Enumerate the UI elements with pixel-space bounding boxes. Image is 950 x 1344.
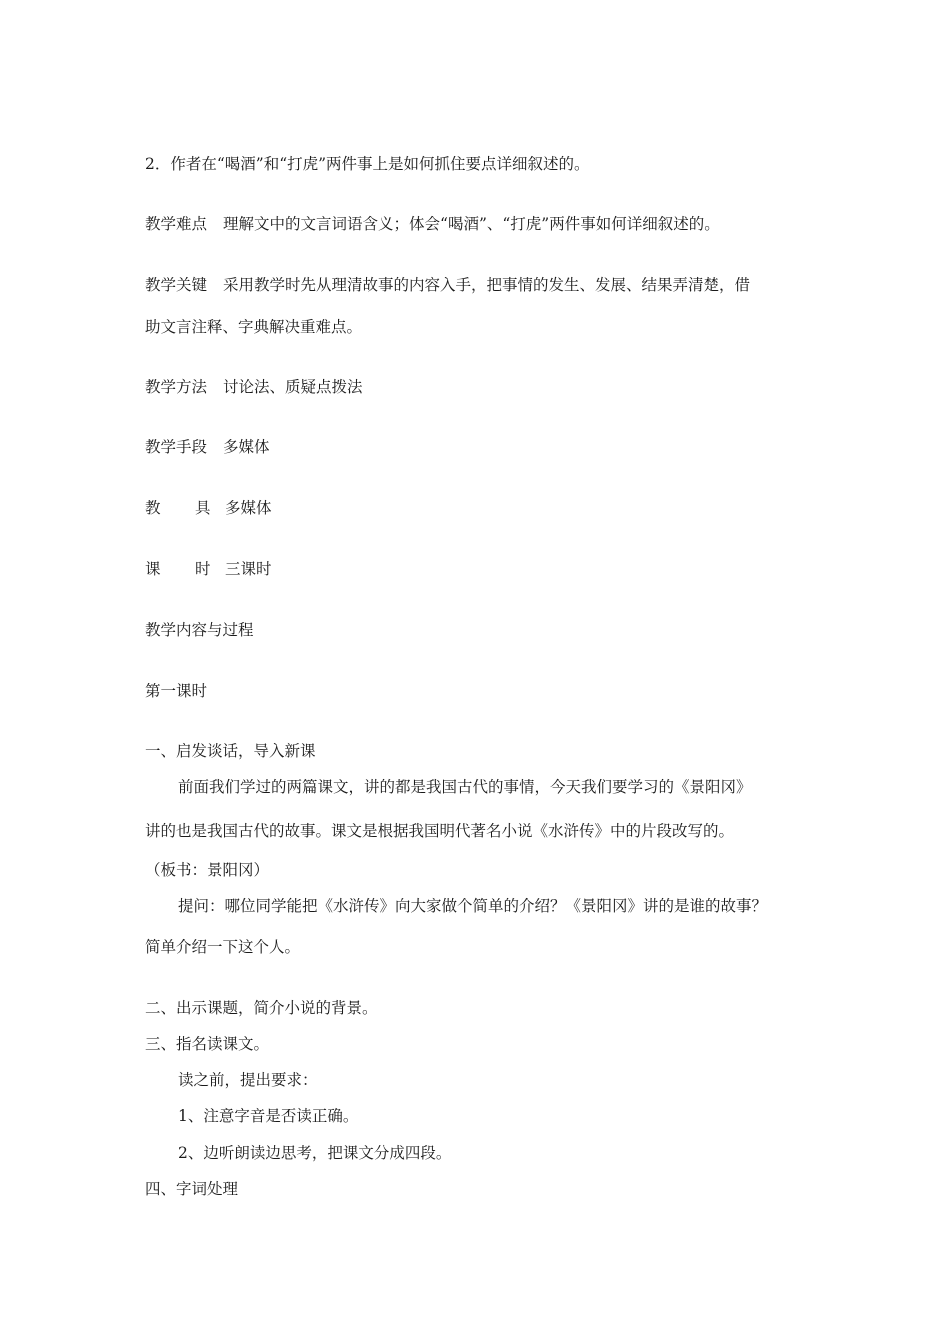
section-1-title: 一、启发谈话，导入新课 — [145, 742, 316, 760]
class-hours — [145, 559, 825, 579]
tools-label — [145, 498, 225, 518]
tools-label-a: 教 — [145, 499, 161, 517]
teaching-method — [145, 377, 825, 397]
hours-label-b: 时 — [195, 560, 211, 578]
means-text: 多媒体 — [223, 438, 270, 456]
difficulty-label: 教学难点 — [145, 215, 208, 233]
method-text: 讨论法、质疑点拨法 — [223, 378, 363, 396]
section-3-req2: 2、边听朗读边思考，把课文分成四段。 — [178, 1144, 452, 1162]
tools-label-b: 具 — [195, 499, 211, 517]
section-3-req1: 1、注意字音是否读正确。 — [178, 1107, 359, 1125]
section-1-para-line2: 讲的也是我国古代的故事。课文是根据我国明代著名小说《水浒传》中的片段改写的。 — [145, 822, 735, 840]
question-line1: 提问：哪位同学能把《水浒传》向大家做个简单的介绍？《景阳冈》讲的是谁的故事？ — [178, 897, 768, 915]
board-note: （板书：景阳冈） — [145, 861, 270, 879]
method-label: 教学方法 — [145, 378, 208, 396]
key-label: 教学关键 — [145, 276, 208, 294]
tools-text: 多媒体 — [225, 499, 272, 517]
hours-label — [145, 559, 225, 579]
section-4-title: 四、字词处理 — [145, 1180, 239, 1198]
difficulty-text: 理解文中的文言词语含义；体会“喝酒”、“打虎”两件事如何详细叙述的。 — [223, 215, 720, 233]
teaching-means — [145, 437, 825, 457]
section-3-intro: 读之前，提出要求： — [178, 1071, 318, 1089]
teaching-tools — [145, 498, 825, 518]
section-3-title: 三、指名读课文。 — [145, 1035, 270, 1053]
content-heading: 教学内容与过程 — [145, 621, 254, 639]
hours-label-a: 课 — [145, 560, 161, 578]
objective-2: 2．作者在“喝酒”和“打虎”两件事上是如何抓住要点详细叙述的。 — [145, 155, 590, 173]
key-text-line1: 采用教学时先从理清故事的内容入手，把事情的发生、发展、结果弄清楚，借 — [223, 276, 751, 294]
section-1-para-line1: 前面我们学过的两篇课文，讲的都是我国古代的事情，今天我们要学习的《景阳冈》 — [178, 778, 752, 796]
lesson-1-heading: 第一课时 — [145, 682, 208, 700]
key-text-line2: 助文言注释、字典解决重难点。 — [145, 318, 363, 336]
teaching-difficulty — [145, 214, 825, 234]
section-2-title: 二、出示课题，简介小说的背景。 — [145, 999, 378, 1017]
question-line2: 简单介绍一下这个人。 — [145, 938, 301, 956]
hours-text: 三课时 — [225, 560, 272, 578]
teaching-key — [145, 275, 825, 295]
means-label: 教学手段 — [145, 438, 208, 456]
